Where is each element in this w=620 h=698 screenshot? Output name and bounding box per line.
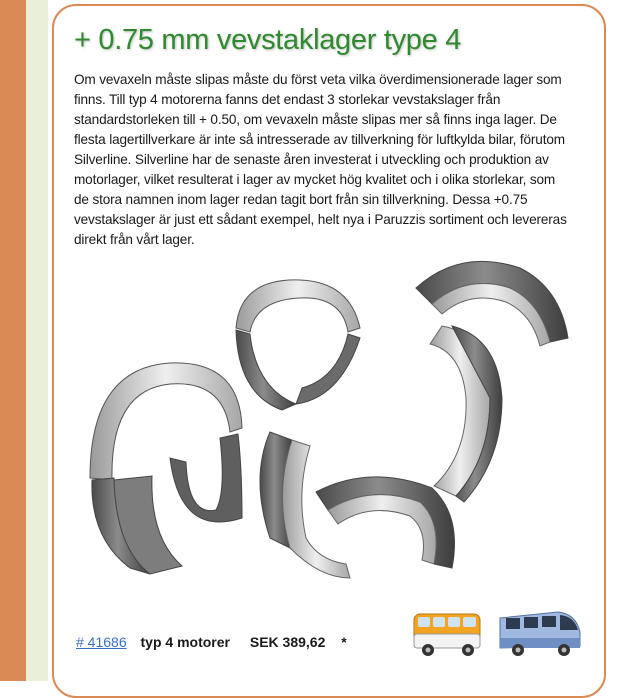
bearing-shell-right <box>430 326 502 502</box>
bearing-shell-pair-middle <box>236 280 360 410</box>
side-accent-stripe <box>0 0 26 681</box>
product-title: + 0.75 mm vevstaklager type 4 <box>74 24 462 56</box>
bearing-shell-pair-left <box>90 363 242 574</box>
product-price: SEK 389,62 <box>249 634 326 650</box>
vw-t3-van-icon <box>496 604 584 662</box>
vw-bay-window-van-icon <box>408 604 486 662</box>
product-description: Om vevaxeln måste slipas måste du först veta vilka överdimensionerade lager som finns. Till typ 4 motorerna fanns det endast 3 storlekar vevstakslager från standardstorleken till + 0.50, om vevaxeln måste slipas mer så finns inga lager. De flesta lagertillverkare är inte så intresserade av tillverkning för luftkylda bilar, förutom Silverline. Silverline har de senaste åren investerat i utveckling och produktion av motorlager, vilket resulterat i lager av mycket hög kvalitet och i olika storlekar, som de stora namnen inom lager redan tagit bort från sin tillverkning. Dessa +0.75 vevstakslager är just ett sådant exempel, helt nya i Paruzzis sortiment och levereras direkt från vårt lager. <box>74 72 567 247</box>
product-model: typ 4 motorer <box>140 634 230 650</box>
price-note-marker: * <box>341 634 347 650</box>
bearing-shells-image <box>70 248 590 608</box>
product-price-row <box>76 634 347 654</box>
side-green-stripe <box>26 0 48 681</box>
product-sku-link[interactable]: # 41686 <box>76 634 127 650</box>
bearing-shell-lower-right <box>316 477 455 568</box>
